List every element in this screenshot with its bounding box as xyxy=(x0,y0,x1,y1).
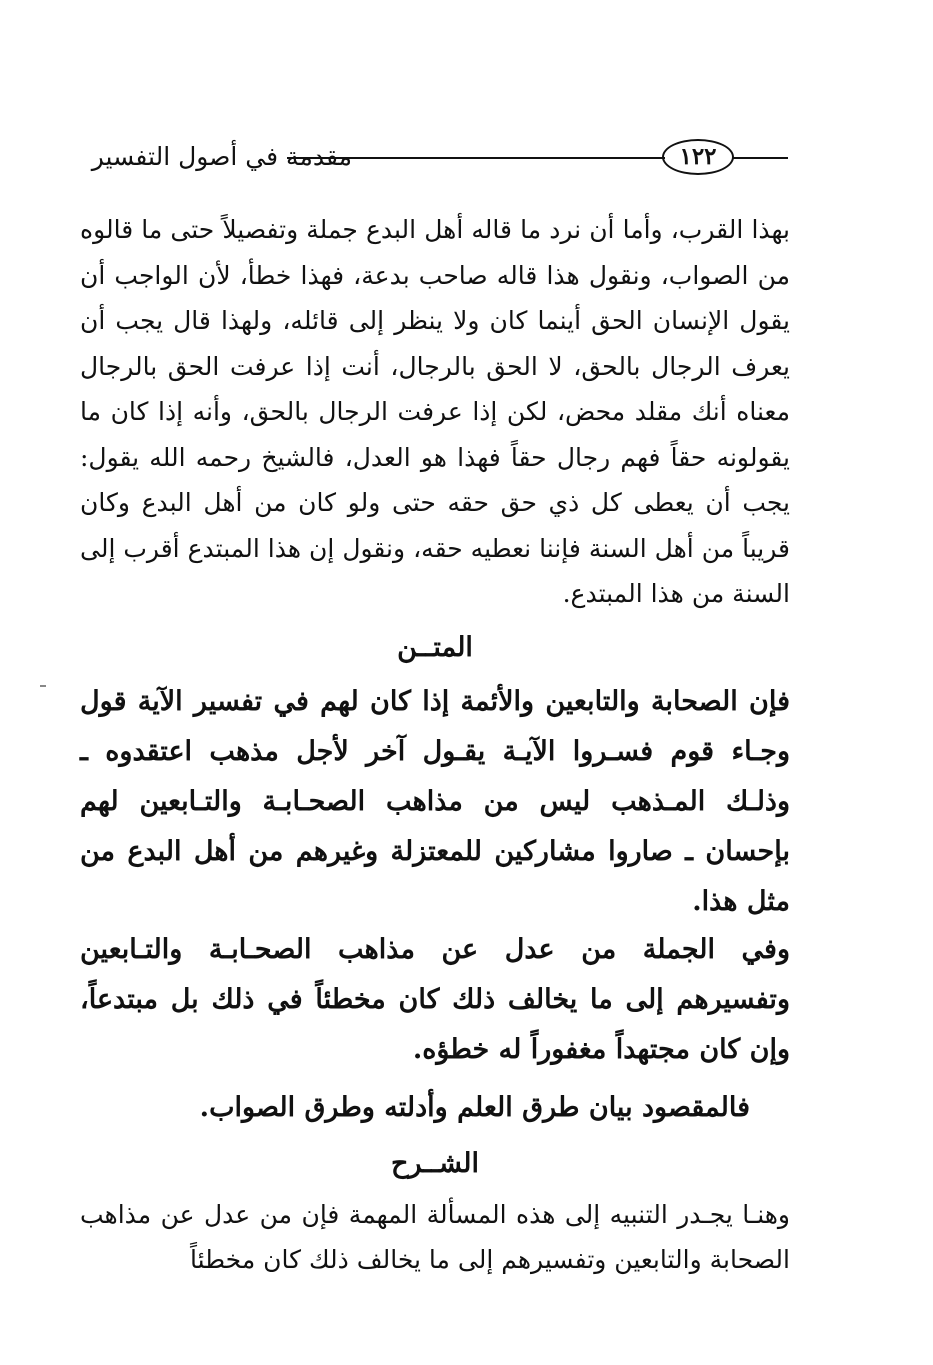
matn-paragraph: وفي الجملة من عدل عن مذاهب الصحـابـة والتـابعين وتفسيرهم إلى ما يخالف ذلك كان مخطئاً في ذلك بل مبتدعاً، وإن كان مجتهداً مغفوراً له خطؤه. xyxy=(80,934,790,1065)
sharh-heading: الشــرح xyxy=(391,1148,479,1179)
matn-heading: المتــن xyxy=(397,632,473,663)
margin-mark xyxy=(40,685,46,687)
header-title: مقدمة في أصول التفسير xyxy=(91,142,352,171)
running-header xyxy=(82,138,788,180)
sharh-paragraph: وهنـا يجـدر التنبيه إلى هذه المسألة المهمة فإن من عدل عن مذاهب الصحابة والتابعين وتفسيرهم إلى ما يخالف ذلك كان مخطئاً xyxy=(80,1200,790,1274)
header-rule-short xyxy=(732,157,788,159)
commentary-paragraph: بهذا القرب، وأما أن نرد ما قاله أهل البدع جملة وتفصيلاً حتى ما قالوه من الصواب، ونقول هذا قاله صاحب بدعة، فهذا خطأ، لأن الواجب أن يقول الإنسان الحق أينما كان ولا ينظر إلى قائله، ولهذا قال يجب أن يعرف الرجال بالحق، لا الحق بالرجال، أنت إذا عرفت الحق بالرجال معناه أنك مقلد محض، لكن إذا عرفت الرجال بالحق، وأنه إذا كان ما يقولونه حقاً فهم رجال حقاً فهذا هو العدل، فالشيخ رحمه الله يقول: يجب أن يعطى كل ذي حق حقه حتى ولو كان من أهل البدع وكان قريباً من أهل السنة فإننا نعطيه حقه، ونقول إن هذا المبتدع أقرب إلى السنة من هذا المبتدع. xyxy=(80,215,790,608)
header-rule xyxy=(287,157,665,159)
matn-paragraph: فإن الصحابة والتابعين والأئمة إذا كان لهم في تفسير الآية قول وجـاء قوم فسـروا الآيـة يقـول آخر لأجل مذهب اعتقدوه ـ وذلـك المـذهب ليس من مذاهب الصحـابـة والتـابعين لهم بإحسان ـ صاروا مشاركين للمعتزلة وغيرهم من أهل البدع من مثل هذا. xyxy=(80,686,790,917)
matn-paragraph: فالمقصود بيان طرق العلم وأدلته وطرق الصواب. xyxy=(199,1092,750,1123)
page-number: ١٢٢ xyxy=(662,139,734,175)
